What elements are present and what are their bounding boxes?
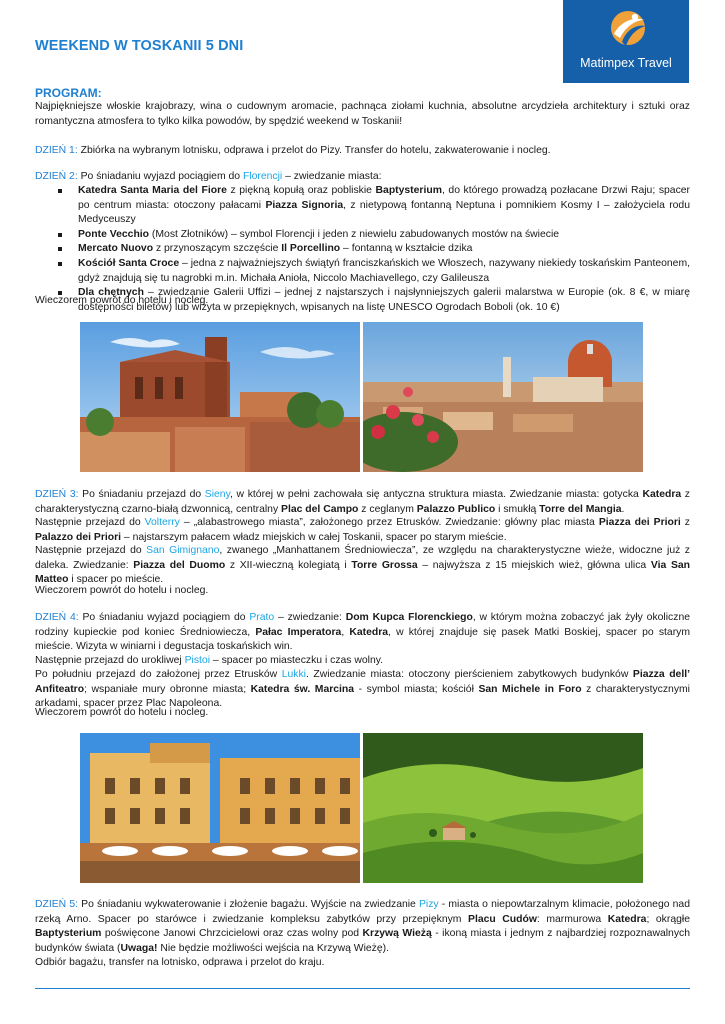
bullet-icon [58,262,62,266]
day3-paragraph-2 [35,516,690,545]
program-heading: PROGRAM: [35,86,102,100]
bullet-icon [58,233,62,237]
item-text: – jedna z najważniejszych świątyń franciszkańskich we Włoszech, nazywany niekiedy toskańskim Panteonem, gdyż znajdują się tu nagrobki m.in. Michała Anioła, Niccolo Machiavellego, czy Galileusza [78,257,690,284]
text: z charakterystycznymi arkadami, spacer przez Plac Napoleona. [35,683,690,710]
day2-closing: Wieczorem powrót do hotelu i nocleg. [35,295,209,306]
text: poświęcone Janowi Chrzcicielowi oraz czas wolny pod [101,928,363,940]
text: : marmurowa [536,913,608,925]
footer-divider [35,988,690,989]
logo-mark-icon [608,8,648,52]
day4-closing: Wieczorem powrót do hotelu i nocleg. [35,707,209,718]
item-bold: Ponte Vecchio [78,228,150,240]
text: - ikoną miasta i jednym z najbardziej rozpoznawalnych budynków świata ( [35,928,690,954]
page-title: WEEKEND W TOSKANII 5 DNI [35,38,244,54]
list-item [58,242,690,257]
text: ; okrągłe [646,913,690,925]
matimpex-travel-logo [563,0,689,83]
bold-text: Torre Grossa [351,559,418,571]
florence-photo [363,322,643,472]
text: . Zwiedzanie miasta: otoczony pierścieniem zabytkowych budynków [305,669,633,680]
text: , zwanego „Manhattanem Średniowiecza”, ze względu na charakterystyczne wieże, widoczne już z daleka. Zwiedzanie: [35,545,690,571]
bold-text: Krzywą Wieżą [362,928,432,940]
item-text: (Most Złotników) – symbol Florencji i jeden z niewielu zabudowanych mostów na świecie [149,228,560,240]
day2-label: DZIEŃ 2: [35,171,78,182]
list-item [58,184,690,228]
text: ; wspaniałe mury obronne miasta; [84,683,251,695]
bold-text: San Michele in Foro [478,683,582,695]
lucca-photo [80,733,360,883]
day3-label: DZIEŃ 3: [35,489,79,500]
city-name: Pizy [419,899,439,910]
city-name: Volterry [144,517,180,528]
bold-text: Katedra [642,489,682,500]
item-bold: Kościół Santa Croce [78,257,180,269]
bold-text: Placu Cudów [468,913,537,925]
day4-paragraph-2 [35,654,690,669]
item-bold: Il Porcellino [281,243,341,255]
tuscan-hills-photo [363,733,643,883]
text: Następnie przejazd do [35,545,147,556]
day5-label: DZIEŃ 5: [35,899,78,910]
text: , [341,626,350,638]
day2-paragraph [35,170,690,185]
bold-text: Piazza del Duomo [133,559,226,571]
text: , w którym można zobaczyć jak żyły okoliczne rodziny kupieckie pod koniec Średniowiecza, [35,612,690,638]
city-name: Sieny [204,489,231,500]
city-name: Prato [249,612,275,623]
item-text: – fontanną w kształcie dzika [340,243,473,255]
logo-text: Matimpex Travel [580,56,672,70]
bold-text: Katedra [349,626,389,638]
text: Po śniadaniu przejazd do [78,489,205,500]
text: z charakterystyczną czarno-białą dzwonnicą, centralny [35,489,691,515]
bold-text: Dom Kupca Florenckiego [345,612,473,623]
city-name: Pistoi [184,655,211,666]
day1-text: Zbiórka na wybranym lotnisku, odprawa i przelot do Pizy. Transfer do hotelu, zakwaterowanie i nocleg. [77,145,551,156]
day2-text: Po śniadaniu wyjazd pociągiem do [77,171,243,182]
item-bold: Dla chętnych [78,287,144,299]
bold-text: Katedra św. Marcina [250,683,355,695]
text: - miasta o niepowtarzalnym klimacie, położonego nad rzeką Arno. Spacer po starówce i zwiedzanie kompleksu zabytków przy przepięknym [35,899,690,925]
text: Następnie przejazd do urokliwej [35,655,185,666]
day5-paragraph [35,898,690,956]
bold-text: Piazza dell’ Anfiteatro [35,669,690,695]
program-intro: Najpiękniejsze włoskie krajobrazy, wina o cudownym aromacie, pachnąca ziołami kuchnia, absolutne arcydzieła architektury i sztuki oraz romantyczna atmosfera to tylko kilka powodów, by spędzić weekend w Toskanii! [35,101,690,127]
item-text: z przynoszącym szczęście [153,243,282,255]
list-item [58,228,690,243]
text: Po południu przejazd do założonej przez Etrusków [35,669,282,680]
text: - symbol miasta; kościół [354,683,479,695]
item-bold: Baptysterium [375,185,442,196]
text: . [621,503,625,515]
text: – zwiedzanie: [274,612,346,623]
day4-label: DZIEŃ 4: [35,612,79,623]
bold-text: Pałac Imperatora [255,626,342,638]
list-item [58,257,690,286]
item-text: , do którego prowadzą pozłacane Drzwi Raju; spacer po centrum miasta: otoczony pałacami [78,185,691,211]
bold-text: Katedra [607,913,647,925]
day1-paragraph [35,144,690,159]
text: z XII-wieczną kolegiatą i [225,559,352,571]
text: Nie będzie możliwości wejścia na Krzywą Wieżę). [157,942,389,954]
city-name: Lukki [281,669,306,680]
bold-text: Baptysterium [35,928,102,940]
text: , w której znajduje się pasek Matki Boskiej, spacer po starym mieście. Wizyta w winiarni i degustacja toskańskich win. [35,626,690,653]
day3-paragraph-3 [35,544,690,588]
text: – spacer po miasteczku i czas wolny. [210,655,384,666]
bold-text: Torre del Mangia [539,503,622,515]
text: , w której w pełni zachowała się antyczna struktura miasta. Zwiedzanie miasta: gotycka [230,489,643,500]
bullet-icon [58,247,62,251]
day1-label: DZIEŃ 1: [35,145,78,156]
text: Po śniadaniu wykwaterowanie i złożenie bagażu. Wyjście na zwiedzanie [78,899,419,910]
siena-photo [80,322,360,472]
day2-city: Florencji [242,171,283,182]
text: – najwyższa z 15 miejskich wież, główna ulica [417,559,651,571]
bold-text: Palazzo Publico [416,503,496,515]
item-bold: Katedra Santa Maria del Fiore [78,185,227,196]
text: Po śniadaniu wyjazd pociągiem do [78,612,250,623]
day5-closing: Odbiór bagażu, transfer na lotnisko, odprawa i przelot do kraju. [35,957,325,968]
item-text: – zwiedzanie Galerii Uffizi – jednej z najstarszych i najsłynniejszych galerii malarstwa w Europie (ok. 8 €, w miarę dostępności biletów) lub wizyta w przepięknych, wpisanych na listę UNESCO Ogrodach Boboli (ok. 10 €) [78,287,690,313]
text: i spacer po mieście. [68,574,164,586]
item-text: z piękną kopułą oraz pobliskie [226,185,376,196]
item-bold: Mercato Nuovo [78,243,154,255]
text: Następnie przejazd do [35,517,145,528]
day3-paragraph-1 [35,488,690,517]
day2-text-2: – zwiedzanie miasta: [282,171,382,182]
bold-text: Via San Matteo [35,559,690,586]
day3-closing: Wieczorem powrót do hotelu i nocleg. [35,585,209,596]
day4-paragraph-1 [35,611,690,655]
item-text: , z nietypową fontanną Neptuna i pomnikiem Kosmy I – założyciela rodu Medyceuszy [78,199,690,226]
text: – „alabastrowego miasta”, założonego przez Etrusków. Zwiedzanie: główny plac miasta [179,517,599,528]
bold-text: Plac del Campo [281,503,359,515]
item-bold: Piazza Signoria [265,199,344,211]
bold-text: Palazzo dei Priori [35,531,122,543]
bullet-icon [58,189,62,193]
text: z ceglanym [358,503,417,515]
text: – najstarszym pałacem władz miejskich w całej Toskanii, spacer po starym mieście. [121,531,507,543]
bold-text: Piazza dei Priori [598,517,681,528]
text: i smukłą [495,503,540,515]
text: z [680,517,690,528]
city-name: San Gimignano [146,545,220,556]
bold-text: Uwaga! [120,942,158,954]
